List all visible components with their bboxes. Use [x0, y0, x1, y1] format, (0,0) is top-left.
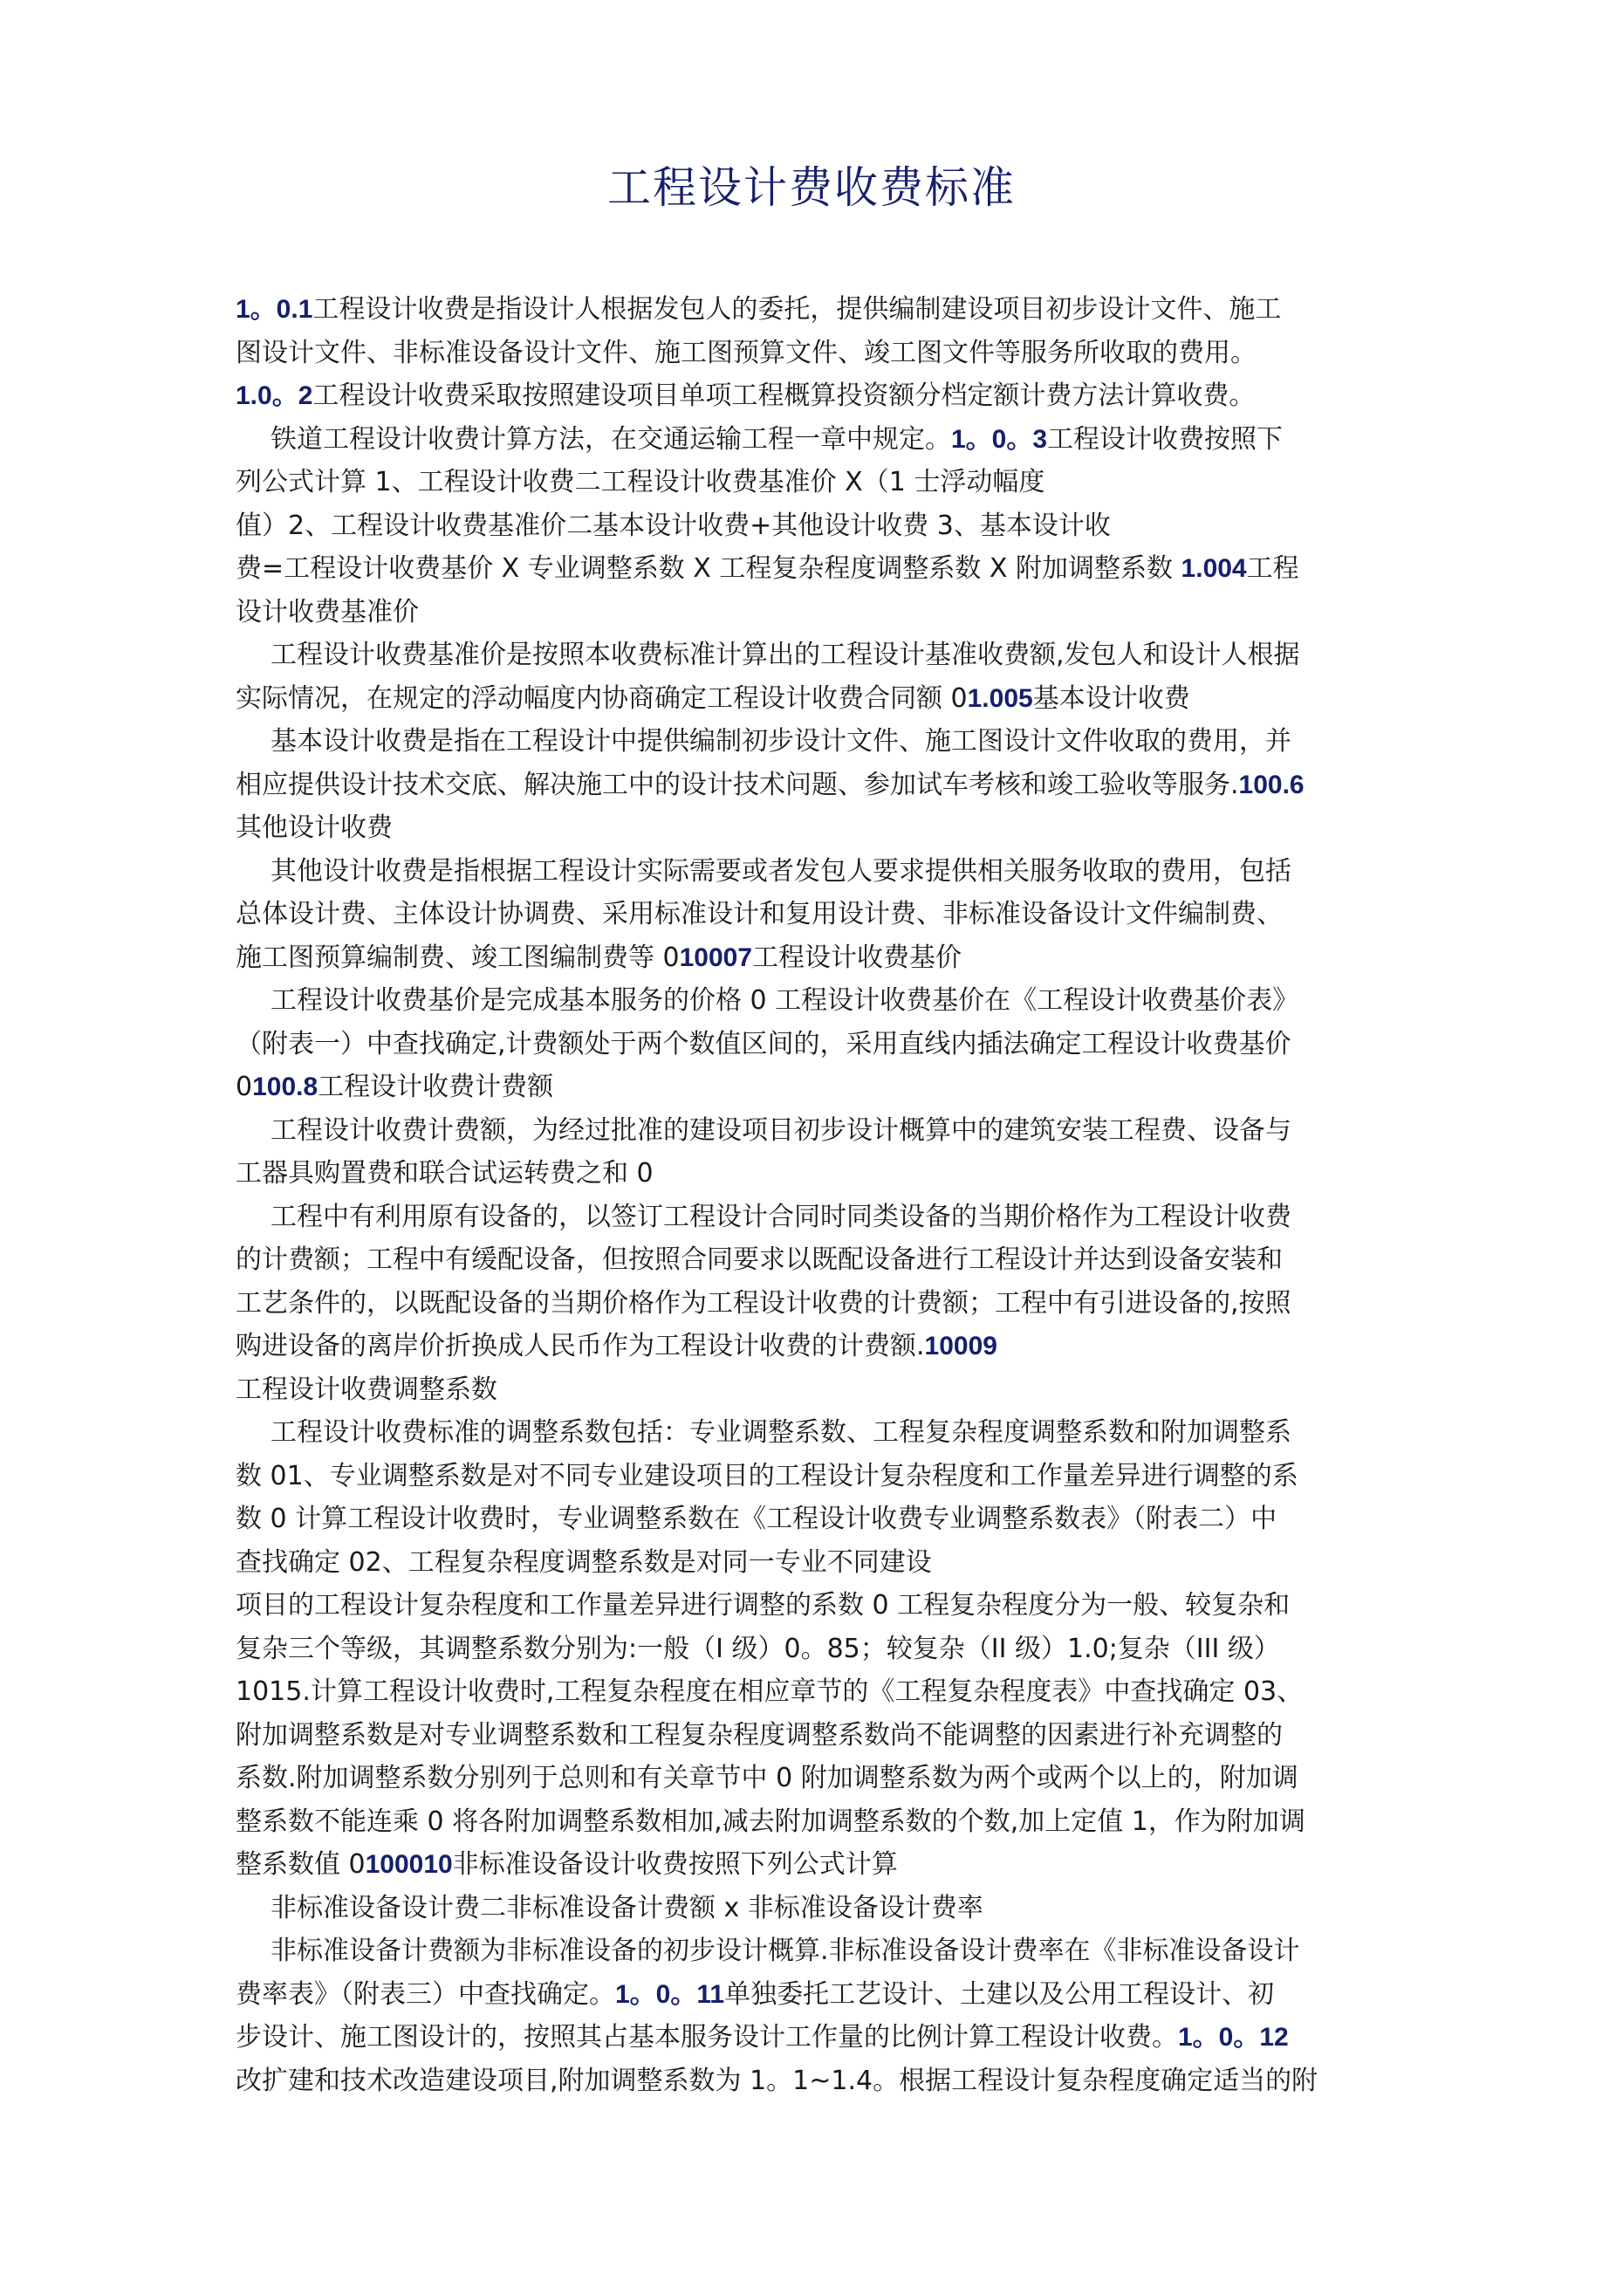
- text-segment: 步设计、施工图设计的，按照其占基本服务设计工作量的比例计算工程设计收费。: [236, 2022, 1178, 2053]
- text-line: [236, 1800, 1414, 1844]
- text-segment: 单独委托工艺设计、土建以及公用工程设计、初: [724, 1978, 1275, 2010]
- text-line: [236, 1023, 1414, 1066]
- text-segment: 相应提供设计技术交底、解决施工中的设计技术问题、参加试车考核和竣工验收等服务.: [236, 769, 1239, 800]
- text-segment: 工程设计收费基价: [752, 942, 962, 973]
- text-segment: 工程设计收费采取按照建设项目单项工程概算投资额分档定额计费方法计算收费。: [312, 380, 1256, 411]
- text-line: [236, 504, 1414, 548]
- text-line: [236, 1973, 1414, 2017]
- text-line: [236, 1109, 1414, 1153]
- text-line: [236, 1152, 1414, 1196]
- text-line: [236, 979, 1414, 1023]
- text-segment: 设计收费基准价: [236, 596, 419, 627]
- text-line: [236, 1757, 1414, 1800]
- text-line: [236, 1541, 1414, 1585]
- text-line: [236, 1325, 1414, 1368]
- text-segment: 查找确定 02、工程复杂程度调整系数是对同一专业不同建设: [236, 1546, 932, 1578]
- section-number: 10009: [924, 1332, 997, 1360]
- text-line: [236, 1368, 1414, 1412]
- section-number: 10007: [679, 942, 753, 972]
- text-segment: 工程设计收费计费额: [318, 1072, 554, 1102]
- text-segment: （附表一）中查找确定,计费额处于两个数值区间的，采用直线内插法确定工程设计收费基价: [236, 1028, 1291, 1059]
- text-line: [236, 764, 1414, 807]
- text-segment: 的计费额；工程中有缓配设备，但按照合同要求以既配设备进行工程设计并达到设备安装和: [236, 1244, 1283, 1275]
- text-segment: 系数.附加调整系数分别列于总则和有关章节中 0 附加调整系数为两个或两个以上的，附加调: [236, 1763, 1298, 1793]
- text-segment: 费率表》（附表三）中查找确定。: [236, 1978, 615, 2010]
- section-number: 100.6: [1238, 770, 1305, 799]
- text-line: [236, 1843, 1414, 1887]
- section-number: 100010: [365, 1850, 453, 1879]
- text-segment: 基本设计收费是指在工程设计中提供编制初步设计文件、施工图设计文件收取的费用，并: [270, 726, 1291, 757]
- text-line: [236, 461, 1414, 504]
- text-segment: 0: [236, 1072, 253, 1102]
- text-line: [236, 850, 1414, 894]
- section-number: 1。0。12: [1178, 2023, 1289, 2052]
- text-line: [236, 1584, 1414, 1628]
- text-line: [236, 1929, 1414, 1973]
- section-number: 1。0。3: [951, 424, 1048, 454]
- text-line: [236, 893, 1414, 936]
- section-number: 100.8: [252, 1073, 318, 1101]
- text-segment: 图设计文件、非标准设备设计文件、施工图预算文件、竣工图文件等服务所收取的费用。: [236, 337, 1257, 368]
- text-segment: 非标准设备设计收费按照下列公式计算: [452, 1849, 898, 1880]
- text-line: [236, 1670, 1414, 1714]
- text-line: [236, 2060, 1414, 2103]
- text-segment: 工程设计收费计费额，为经过批准的建设项目初步设计概算中的建筑安装工程费、设备与: [270, 1114, 1291, 1146]
- text-line: [236, 591, 1414, 634]
- text-segment: 购进设备的离岸价折换成人民币作为工程设计收费的计费额.: [236, 1331, 925, 1361]
- text-segment: 整系数值 0: [236, 1849, 366, 1880]
- text-segment: 费=工程设计收费基价 X 专业调整系数 X 工程复杂程度调整系数 X 附加调整系数: [236, 553, 1181, 584]
- text-line: [236, 332, 1414, 375]
- text-segment: 工程: [1246, 553, 1299, 584]
- text-line: [236, 936, 1414, 980]
- text-line: [236, 547, 1414, 591]
- text-line: [236, 1498, 1414, 1541]
- text-segment: 其他设计收费: [236, 812, 393, 843]
- text-line: [236, 720, 1414, 764]
- text-line: [236, 1455, 1414, 1498]
- text-segment: 数 0 计算工程设计收费时，专业调整系数在《工程设计收费专业调整系数表》（附表二）中: [236, 1504, 1277, 1534]
- text-line: [236, 1628, 1414, 1671]
- text-segment: 1015.计算工程设计收费时,工程复杂程度在相应章节的《工程复杂程度表》中查找确定 03、: [236, 1676, 1304, 1707]
- text-segment: 值）2、工程设计收费基准价二基本设计收费+其他设计收费 3、基本设计收: [236, 510, 1111, 541]
- text-line: [236, 1411, 1414, 1455]
- text-segment: 工程设计收费基准价是按照本收费标准计算出的工程设计基准收费额,发包人和设计人根据: [270, 640, 1300, 670]
- text-segment: 整系数不能连乘 0 将各附加调整系数相加,减去附加调整系数的个数,加上定值 1，作为附加调: [236, 1806, 1305, 1837]
- text-segment: 其他设计收费是指根据工程设计实际需要或者发包人要求提供相关服务收取的费用，包括: [270, 855, 1291, 887]
- text-segment: 总体设计费、主体设计协调费、采用标准设计和复用设计费、非标准设备设计文件编制费、: [236, 899, 1283, 929]
- section-number: 1.005: [967, 683, 1033, 713]
- text-segment: 施工图预算编制费、竣工图编制费等 0: [236, 942, 680, 973]
- text-segment: 工程设计收费按照下: [1047, 423, 1284, 455]
- text-segment: 非标准设备设计费二非标准设备计费额 x 非标准设备设计费率: [270, 1892, 983, 1923]
- document-body: [236, 288, 1414, 2102]
- page-title: 工程设计费收费标准: [607, 162, 1016, 213]
- text-line: [236, 1238, 1414, 1282]
- text-segment: 列公式计算 1、工程设计收费二工程设计收费基准价 X（1 士浮动幅度: [236, 467, 1045, 497]
- section-number: 1。0.1: [236, 295, 313, 324]
- text-segment: 工程设计收费调整系数: [236, 1374, 497, 1405]
- text-line: [236, 634, 1414, 677]
- text-segment: 项目的工程设计复杂程度和工作量差异进行调整的系数 0 工程复杂程度分为一般、较复杂和: [236, 1590, 1291, 1621]
- text-segment: 铁道工程设计收费计算方法，在交通运输工程一章中规定。: [270, 423, 951, 455]
- text-segment: 工程中有利用原有设备的，以签订工程设计合同时同类设备的当期价格作为工程设计收费: [270, 1201, 1291, 1232]
- text-line: [236, 1887, 1414, 1930]
- text-segment: 工器具购置费和联合试运转费之和 0: [236, 1158, 654, 1189]
- text-segment: 工艺条件的，以既配设备的当期价格作为工程设计收费的计费额；工程中有引进设备的,按照: [236, 1287, 1291, 1319]
- text-segment: 基本设计收费: [1032, 682, 1190, 714]
- text-line: [236, 1282, 1414, 1326]
- text-line: [236, 374, 1414, 418]
- text-segment: 改扩建和技术改造建设项目,附加调整系数为 1。1~1.4。根据工程设计复杂程度确定适当的附: [236, 2065, 1318, 2096]
- text-line: [236, 806, 1414, 850]
- text-line: [236, 677, 1414, 721]
- text-line: [236, 418, 1414, 462]
- text-line: [236, 288, 1414, 332]
- text-line: [236, 2016, 1414, 2060]
- text-segment: 工程设计收费标准的调整系数包括：专业调整系数、工程复杂程度调整系数和附加调整系: [270, 1417, 1291, 1448]
- text-segment: 非标准设备计费额为非标准设备的初步设计概算.非标准设备设计费率在《非标准设备设计: [270, 1936, 1300, 1966]
- text-segment: 数 01、专业调整系数是对不同专业建设项目的工程设计复杂程度和工作量差异进行调整的系: [236, 1460, 1298, 1491]
- text-line: [236, 1066, 1414, 1109]
- text-line: [236, 1196, 1414, 1239]
- section-number: 1.0。2: [236, 381, 313, 410]
- text-line: [236, 1714, 1414, 1758]
- text-segment: 工程设计收费是指设计人根据发包人的委托，提供编制建设项目初步设计文件、施工: [312, 294, 1282, 325]
- text-segment: 附加调整系数是对专业调整系数和工程复杂程度调整系数尚不能调整的因素进行补充调整的: [236, 1719, 1283, 1751]
- section-number: 1。0。11: [615, 1979, 725, 2009]
- text-segment: 复杂三个等级，其调整系数分别为:一般（I 级）0。85；较复杂（II 级）1.0;复杂（III 级）: [236, 1633, 1280, 1664]
- text-segment: 实际情况，在规定的浮动幅度内协商确定工程设计收费合同额 0: [236, 682, 968, 714]
- text-segment: 工程设计收费基价是完成基本服务的价格 0 工程设计收费基价在《工程设计收费基价表》: [270, 985, 1299, 1016]
- section-number: 1.004: [1181, 554, 1247, 583]
